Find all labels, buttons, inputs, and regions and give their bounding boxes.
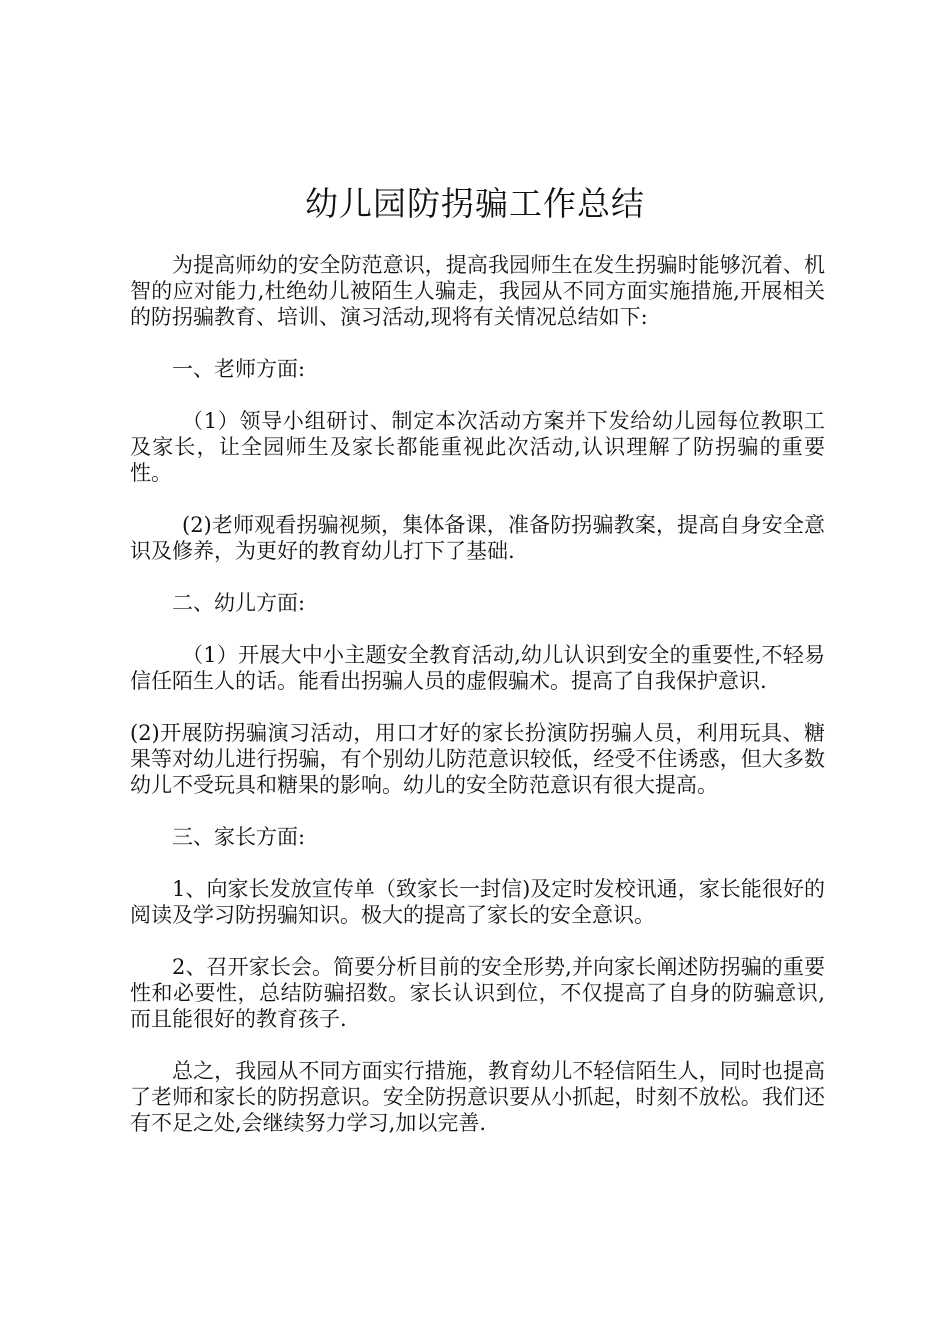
section-heading-children: 二、幼儿方面: [172,591,306,615]
section-heading-teachers: 一、老师方面: [172,357,306,381]
teachers-item-2: (2)老师观看拐骗视频，集体备课，准备防拐骗教案，提高自身安全意识及修养，为更好的教育幼儿打下了基础. [130,513,825,563]
parents-item-1: 1、向家长发放宣传单（致家长一封信)及定时发校讯通，家长能很好的阅读及学习防拐骗知识。极大的提高了家长的安全意识。 [130,877,825,927]
conclusion-paragraph: 总之，我园从不同方面实行措施，教育幼儿不轻信陌生人，同时也提高了老师和家长的防拐意识。安全防拐意识要从小抓起，时刻不放松。我们还有不足之处,会继续努力学习,加以完善. [130,1059,825,1135]
children-item-2: (2)开展防拐骗演习活动，用口才好的家长扮演防拐骗人员，利用玩具、糖果等对幼儿进行拐骗，有个别幼儿防范意识较低，经受不住诱惑，但大多数幼儿不受玩具和糖果的影响。幼儿的安全防范意识有很大提高。 [130,721,825,797]
section-heading-parents: 三、家长方面: [172,825,306,849]
document-body [130,252,825,1162]
teachers-item-1: （1）领导小组研讨、制定本次活动方案并下发给幼儿园每位教职工及家长，让全园师生及家长都能重视此次活动,认识理解了防拐骗的重要性。 [130,409,825,485]
children-item-1: （1）开展大中小主题安全教育活动,幼儿认识到安全的重要性,不轻易信任陌生人的话。能看出拐骗人员的虚假骗术。提高了自我保护意识. [130,643,825,693]
intro-paragraph: 为提高师幼的安全防范意识，提高我园师生在发生拐骗时能够沉着、机智的应对能力,杜绝幼儿被陌生人骗走，我园从不同方面实施措施,开展相关的防拐骗教育、培训、演习活动,现将有关情况总结如下: [130,253,825,329]
parents-item-2: 2、召开家长会。简要分析目前的安全形势,并向家长阐述防拐骗的重要性和必要性，总结防骗招数。家长认识到位，不仅提高了自身的防骗意识,而且能很好的教育孩子. [130,955,825,1031]
document-title: 幼儿园防拐骗工作总结 [305,184,645,223]
